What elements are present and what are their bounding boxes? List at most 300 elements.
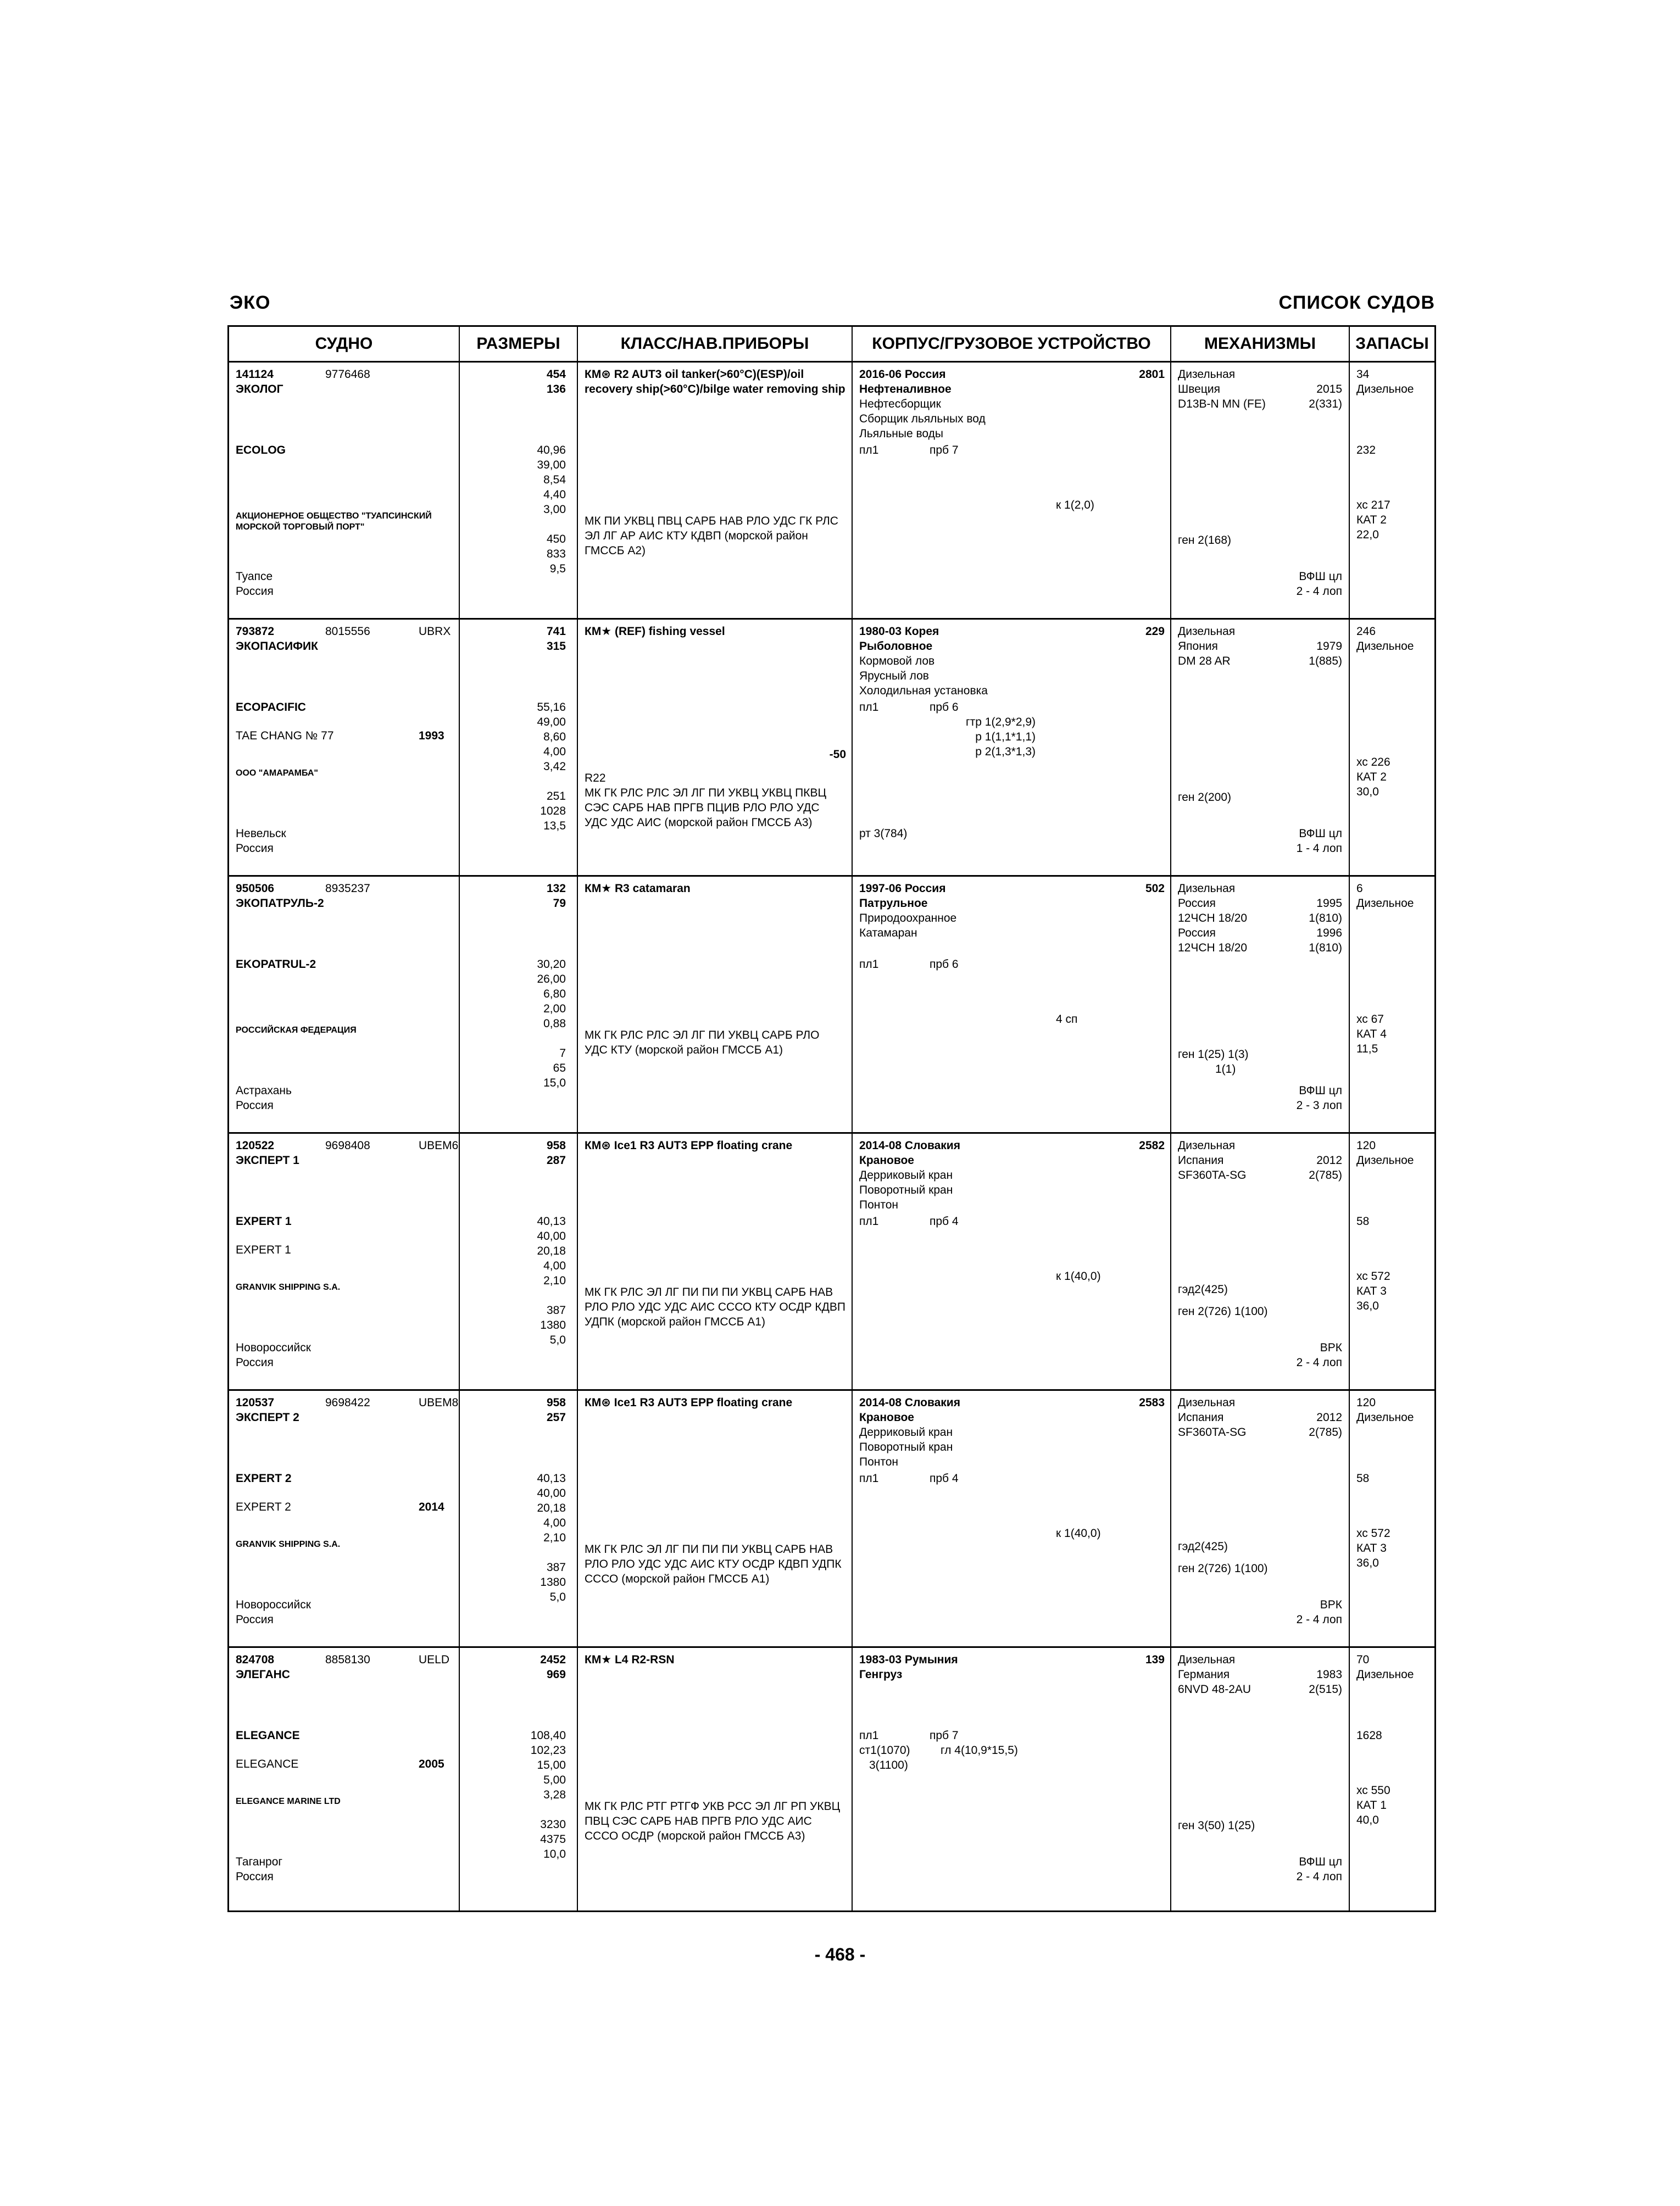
class-cell: [578, 363, 853, 618]
ship-cell: [229, 620, 460, 875]
stores-value: 58: [1356, 1472, 1370, 1485]
engine-line: 12ЧСН 18/20: [1178, 942, 1248, 954]
column-header-class: КЛАСС/НАВ.ПРИБОРЫ: [578, 327, 853, 361]
hull-type-line: Поворотный кран: [859, 1184, 953, 1196]
build-date-country: 2014-08 Словакия: [859, 1139, 960, 1152]
ship-name-latin: ECOLOG: [236, 444, 286, 456]
home-port: Астрахань: [236, 1084, 292, 1097]
bulkhead-count: прб 7: [930, 1729, 959, 1742]
generators: ген 2(168): [1178, 534, 1232, 547]
hull-type-line: Кормовой лов: [859, 655, 935, 667]
gross-tonnage: 229: [1145, 625, 1165, 638]
crane-gear: 4 сп: [1056, 1013, 1078, 1026]
dimension-value: 4,00: [543, 1260, 566, 1272]
dimension-value: 8,54: [543, 473, 566, 486]
registry-number: 120537: [236, 1396, 275, 1409]
dimension-value: 136: [546, 383, 566, 395]
dimension-value: 40,00: [537, 1487, 566, 1500]
engine-year: 1996: [1316, 927, 1342, 939]
hatch-line: гл 4(10,9*15,5): [941, 1744, 1018, 1757]
flag-country: Россия: [236, 1613, 274, 1626]
stores-cell: [1350, 1648, 1434, 1910]
owner-name: АКЦИОНЕРНОЕ ОБЩЕСТВО "ТУАПСИНСКИЙ МОРСКОЙ ТОРГОВЫЙ ПОРТ": [236, 511, 432, 532]
machinery-cell: [1171, 363, 1350, 618]
hold-capacity: рт 3(784): [859, 827, 908, 840]
dimension-value: 257: [546, 1411, 566, 1424]
table-row: [229, 620, 1434, 877]
dimension-value: 5,0: [549, 1591, 566, 1603]
registry-number: 824708: [236, 1653, 275, 1666]
dimension-value: 10,0: [543, 1848, 566, 1860]
flag-country: Россия: [236, 1099, 274, 1112]
imo-number: 8858130: [325, 1653, 370, 1666]
dimension-value: 132: [546, 882, 566, 895]
owner-name: GRANVIK SHIPPING S.A.: [236, 1540, 341, 1549]
engine-power: 2(785): [1309, 1169, 1342, 1182]
column-header-ship: СУДНО: [229, 327, 460, 361]
engine-line: Дизельная: [1178, 1396, 1236, 1409]
imo-number: 8015556: [325, 625, 370, 638]
engine-line: Дизельная: [1178, 625, 1236, 638]
propeller-type: ВФШ цл: [1299, 1084, 1342, 1097]
ship-cell: [229, 1648, 460, 1910]
owner-name: ELEGANCE MARINE LTD: [236, 1797, 341, 1806]
stores-value: 40,0: [1356, 1814, 1379, 1826]
dimension-value: 4,40: [543, 488, 566, 501]
engine-power: 2(785): [1309, 1426, 1342, 1439]
crane-gear: к 1(40,0): [1056, 1270, 1101, 1283]
flag-country: Россия: [236, 1356, 274, 1369]
stores-cell: [1350, 1391, 1434, 1646]
hull-type-line: Природоохранное: [859, 912, 957, 924]
dimension-value: 387: [546, 1304, 566, 1317]
class-notation: КМ⊛ Ice1 R3 AUT3 EPP floating crane: [585, 1396, 793, 1409]
hull-cell: [853, 1134, 1171, 1389]
ship-name-latin: ELEGANCE: [236, 1729, 300, 1742]
stores-value: 34: [1356, 368, 1370, 381]
stores-value: хс 226: [1356, 756, 1390, 768]
column-header-dimensions: РАЗМЕРЫ: [460, 327, 578, 361]
stores-value: хс 550: [1356, 1784, 1390, 1797]
former-name-year: 2005: [419, 1758, 444, 1770]
hull-type-line: Сборщик льяльных вод: [859, 413, 986, 425]
dimension-value: 102,23: [530, 1744, 566, 1757]
dimension-value: 969: [546, 1668, 566, 1681]
engine-year: 1983: [1316, 1668, 1342, 1681]
stores-value: хс 572: [1356, 1270, 1390, 1283]
call-sign: UELD: [419, 1653, 450, 1666]
crane-gear: к 1(2,0): [1056, 499, 1094, 511]
imo-number: 8935237: [325, 882, 370, 895]
stores-value: 30,0: [1356, 786, 1379, 798]
machinery-cell: [1171, 620, 1350, 875]
bulkhead-count: прб 6: [930, 701, 959, 714]
stores-value: КАТ 4: [1356, 1028, 1387, 1040]
hull-cell: [853, 877, 1171, 1132]
engine-line: Германия: [1178, 1668, 1230, 1681]
class-cell: [578, 620, 853, 875]
call-sign: UBRX: [419, 625, 451, 638]
table-row: [229, 1134, 1434, 1391]
engine-line: SF360TA-SG: [1178, 1169, 1247, 1182]
stores-cell: [1350, 1134, 1434, 1389]
page-number: - 468 -: [814, 1945, 866, 1964]
dimension-value: 0,88: [543, 1017, 566, 1030]
bulkhead-count: прб 6: [930, 958, 959, 971]
propeller-type: ВРК: [1320, 1341, 1342, 1354]
ship-name-latin: EXPERT 1: [236, 1215, 292, 1228]
stores-value: КАТ 1: [1356, 1799, 1387, 1812]
former-name-year: 2014: [419, 1501, 444, 1513]
dimension-value: 39,00: [537, 459, 566, 471]
stores-value: 36,0: [1356, 1300, 1379, 1312]
former-name: EXPERT 1: [236, 1244, 291, 1256]
stores-value: Дизельное: [1356, 897, 1414, 910]
stores-value: Дизельное: [1356, 383, 1414, 395]
dimension-value: 2,10: [543, 1531, 566, 1544]
dimension-value: 15,00: [537, 1759, 566, 1772]
hull-type-line: Нефтесборщик: [859, 398, 941, 410]
generators: ген 2(726) 1(100): [1178, 1305, 1268, 1318]
dimension-value: 40,13: [537, 1215, 566, 1228]
stores-value: Дизельное: [1356, 1411, 1414, 1424]
dimension-value: 30,20: [537, 958, 566, 971]
dimension-value: 450: [546, 533, 566, 545]
stores-value: 1628: [1356, 1729, 1382, 1742]
dimension-value: 4375: [540, 1833, 566, 1846]
former-name: TAE CHANG № 77: [236, 729, 334, 742]
stores-value: 6: [1356, 882, 1363, 895]
stores-value: 58: [1356, 1215, 1370, 1228]
electric-motor: гэд2(425): [1178, 1283, 1228, 1296]
dimension-value: 2,00: [543, 1002, 566, 1015]
dimension-value: 387: [546, 1561, 566, 1574]
hold-line: ст1(1070): [859, 1744, 910, 1757]
navigation-equipment: R22 МК ГК РЛС РЛС ЭЛ ЛГ ПИ УКВЦ УКВЦ ПКВЦ СЭС САРБ НАВ ПРГВ ПЦИВ РЛО РЛО УДС УДС УДС АИС (морской район ГМССБ А3): [585, 772, 827, 829]
dimension-value: 741: [546, 625, 566, 638]
ship-cell: [229, 1391, 460, 1646]
page-header-left: ЭКО: [230, 292, 271, 313]
table-body: [229, 363, 1434, 1910]
page-header-right: СПИСОК СУДОВ: [1278, 292, 1435, 313]
home-port: Новороссийск: [236, 1598, 311, 1611]
dimension-value: 251: [546, 790, 566, 803]
deck-count: пл1: [859, 444, 879, 456]
dimension-value: 5,00: [543, 1774, 566, 1786]
stores-value: КАТ 2: [1356, 514, 1387, 526]
stores-value: 22,0: [1356, 528, 1379, 541]
hull-type-line: Понтон: [859, 1199, 899, 1211]
engine-line: Дизельная: [1178, 1653, 1236, 1666]
hull-type-line: Крановое: [859, 1154, 914, 1167]
hull-type-line: Холодильная установка: [859, 684, 988, 697]
dimension-value: 108,40: [530, 1729, 566, 1742]
class-cell: [578, 1134, 853, 1389]
machinery-cell: [1171, 877, 1350, 1132]
dimensions-cell: [460, 877, 578, 1132]
deck-count: пл1: [859, 701, 879, 714]
hold-dimension: р 1(1,1*1,1): [975, 731, 1036, 743]
hull-type-line: Ярусный лов: [859, 670, 929, 682]
engine-line: Россия: [1178, 897, 1216, 910]
machinery-cell: [1171, 1134, 1350, 1389]
gross-tonnage: 502: [1145, 882, 1165, 895]
dimension-value: 40,13: [537, 1472, 566, 1485]
propeller-blades: 1 - 4 лоп: [1296, 842, 1342, 855]
hull-type-line: Дерриковый кран: [859, 1169, 953, 1182]
dimension-value: 6,80: [543, 988, 566, 1000]
stores-value: КАТ 3: [1356, 1285, 1387, 1297]
gross-tonnage: 2582: [1139, 1139, 1165, 1152]
deck-count: пл1: [859, 1215, 879, 1228]
engine-power: 1(810): [1309, 942, 1342, 954]
engine-year: 1995: [1316, 897, 1342, 910]
build-date-country: 2014-08 Словакия: [859, 1396, 960, 1409]
flag-country: Россия: [236, 1870, 274, 1883]
navigation-equipment: МК ПИ УКВЦ ПВЦ САРБ НАВ РЛО УДС ГК РЛС ЭЛ ЛГ АР АИС КТУ КДВП (морской район ГМССБ А2): [585, 515, 842, 557]
class-notation: КМ★ (REF) fishing vessel: [585, 625, 725, 638]
stores-value: 232: [1356, 444, 1376, 456]
hull-cell: [853, 363, 1171, 618]
class-cell: [578, 877, 853, 1132]
former-name-year: 1993: [419, 729, 444, 742]
stores-value: 120: [1356, 1396, 1376, 1409]
stores-value: Дизельное: [1356, 1154, 1414, 1167]
registry-number: 950506: [236, 882, 275, 895]
hold-dimension: гтр 1(2,9*2,9): [965, 716, 1036, 728]
stores-value: КАТ 2: [1356, 771, 1387, 783]
dimension-value: 1380: [540, 1319, 566, 1332]
engine-line: Дизельная: [1178, 882, 1236, 895]
dimension-value: 15,0: [543, 1077, 566, 1089]
build-date-country: 1983-03 Румыния: [859, 1653, 958, 1666]
navigation-equipment: МК ГК РЛС РТГ РТГФ УКВ РСС ЭЛ ЛГ РП УКВЦ ПВЦ СЭС САРБ НАВ ПРГВ РЛО УДС АИС СССО ОСДР (морской район ГМССБ А3): [585, 1800, 844, 1842]
generators: ген 3(50) 1(25): [1178, 1819, 1255, 1832]
dimension-value: 3,00: [543, 503, 566, 516]
column-header-hull: КОРПУС/ГРУЗОВОЕ УСТРОЙСТВО: [853, 327, 1171, 361]
deck-count: пл1: [859, 958, 879, 971]
refrigeration-temperature: -50: [829, 748, 846, 761]
dimension-value: 958: [546, 1396, 566, 1409]
hull-cell: [853, 1648, 1171, 1910]
column-header-machinery: МЕХАНИЗМЫ: [1171, 327, 1350, 361]
flag-country: Россия: [236, 842, 274, 855]
propeller-type: ВРК: [1320, 1598, 1342, 1611]
hull-type-line: Нефтеналивное: [859, 383, 952, 395]
dimension-value: 1028: [540, 805, 566, 817]
build-date-country: 2016-06 Россия: [859, 368, 946, 381]
deck-count: пл1: [859, 1729, 879, 1742]
dimension-value: 65: [553, 1062, 566, 1074]
stores-value: 246: [1356, 625, 1376, 638]
class-notation: КМ⊛ R2 AUT3 oil tanker(>60°C)(ESP)/oil recovery ship(>60°C)/bilge water removing ship: [585, 368, 845, 395]
engine-year: 2015: [1316, 383, 1342, 395]
propeller-type: ВФШ цл: [1299, 1856, 1342, 1868]
table-row: [229, 1391, 1434, 1648]
hull-type-line: Патрульное: [859, 897, 928, 910]
dimension-value: 8,60: [543, 731, 566, 743]
home-port: Туапсе: [236, 570, 273, 583]
home-port: Невельск: [236, 827, 286, 840]
engine-line: D13B-N MN (FE): [1178, 398, 1266, 410]
dimension-value: 20,18: [537, 1245, 566, 1257]
engine-power: 2(331): [1309, 398, 1342, 410]
dimension-value: 7: [559, 1047, 566, 1060]
imo-number: 9698422: [325, 1396, 370, 1409]
dimension-value: 49,00: [537, 716, 566, 728]
generators-extra: 1(1): [1215, 1063, 1236, 1076]
ship-name: ЭКОПАТРУЛЬ-2: [236, 897, 324, 910]
class-notation: КМ★ R3 catamaran: [585, 882, 691, 895]
engine-line: 12ЧСН 18/20: [1178, 912, 1248, 924]
dimension-value: 3230: [540, 1818, 566, 1831]
propeller-blades: 2 - 4 лоп: [1296, 1870, 1342, 1883]
dimension-value: 4,00: [543, 745, 566, 758]
call-sign: UBEM6: [419, 1139, 459, 1152]
bulkhead-count: прб 4: [930, 1215, 959, 1228]
gross-tonnage: 2583: [1139, 1396, 1165, 1409]
bulkhead-count: прб 4: [930, 1472, 959, 1485]
dimension-value: 9,5: [549, 562, 566, 575]
hull-cell: [853, 1391, 1171, 1646]
imo-number: 9698408: [325, 1139, 370, 1152]
dimension-value: 13,5: [543, 820, 566, 832]
engine-line: Дизельная: [1178, 368, 1236, 381]
propeller-type: ВФШ цл: [1299, 570, 1342, 583]
navigation-equipment: МК ГК РЛС ЭЛ ЛГ ПИ ПИ ПИ УКВЦ САРБ НАВ РЛО РЛО УДС УДС АИС КТУ ОСДР КДВП УДПК СССО (морской район ГМССБ А1): [585, 1543, 845, 1585]
ship-cell: [229, 877, 460, 1132]
dimension-value: 1380: [540, 1576, 566, 1589]
ship-name: ЭКОЛОГ: [236, 383, 283, 395]
propeller-type: ВФШ цл: [1299, 827, 1342, 840]
former-name: ELEGANCE: [236, 1758, 299, 1770]
stores-value: 36,0: [1356, 1557, 1379, 1569]
hull-type-line: Льяльные воды: [859, 427, 943, 440]
stores-cell: [1350, 363, 1434, 618]
engine-line: Испания: [1178, 1411, 1224, 1424]
home-port: Таганрог: [236, 1856, 283, 1868]
stores-value: хс 572: [1356, 1527, 1390, 1540]
dimensions-cell: [460, 620, 578, 875]
navigation-equipment: МК ГК РЛС ЭЛ ЛГ ПИ ПИ ПИ УКВЦ САРБ НАВ РЛО РЛО УДС УДС АИС СССО КТУ ОСДР КДВП УДПК (морской район ГМССБ А1): [585, 1286, 849, 1328]
ship-cell: [229, 363, 460, 618]
class-cell: [578, 1648, 853, 1910]
stores-value: 11,5: [1356, 1043, 1378, 1055]
table-row: [229, 1648, 1434, 1910]
electric-motor: гэд2(425): [1178, 1540, 1228, 1553]
registry-number: 141124: [236, 368, 274, 381]
owner-name: ООО "АМАРАМБА": [236, 768, 318, 778]
ship-name: ЭЛЕГАНС: [236, 1668, 290, 1681]
class-cell: [578, 1391, 853, 1646]
dimension-value: 5,0: [549, 1334, 566, 1346]
ship-name-latin: ECOPACIFIC: [236, 701, 306, 714]
dimension-value: 79: [553, 897, 566, 910]
engine-line: Россия: [1178, 927, 1216, 939]
stores-value: хс 217: [1356, 499, 1390, 511]
registry-number: 793872: [236, 625, 275, 638]
engine-power: 1(810): [1309, 912, 1342, 924]
engine-power: 1(885): [1309, 655, 1342, 667]
flag-country: Россия: [236, 585, 274, 598]
former-name: EXPERT 2: [236, 1501, 291, 1513]
propeller-blades: 2 - 4 лоп: [1296, 1356, 1342, 1369]
hull-type-line: Катамаран: [859, 927, 917, 939]
navigation-equipment: МК ГК РЛС РЛС ЭЛ ЛГ ПИ УКВЦ САРБ РЛО УДС КТУ (морской район ГМССБ А1): [585, 1029, 823, 1056]
stores-cell: [1350, 877, 1434, 1132]
generators: ген 2(726) 1(100): [1178, 1562, 1268, 1575]
dimension-value: 454: [546, 368, 566, 381]
engine-line: Швеция: [1178, 383, 1220, 395]
gross-tonnage: 139: [1145, 1653, 1165, 1666]
hull-type-line: Рыболовное: [859, 640, 933, 653]
hull-cell: [853, 620, 1171, 875]
column-header-stores: ЗАПАСЫ: [1355, 335, 1429, 353]
dimensions-cell: [460, 363, 578, 618]
dimensions-cell: [460, 1391, 578, 1646]
gross-tonnage: 2801: [1139, 368, 1165, 381]
ship-name: ЭКСПЕРТ 2: [236, 1411, 299, 1424]
stores-value: КАТ 3: [1356, 1542, 1387, 1555]
dimension-value: 55,16: [537, 701, 566, 714]
propeller-blades: 2 - 4 лоп: [1296, 1613, 1342, 1626]
dimension-value: 833: [546, 548, 566, 560]
class-notation: КМ⊛ Ice1 R3 AUT3 EPP floating crane: [585, 1139, 793, 1152]
ship-name: ЭКСПЕРТ 1: [236, 1154, 299, 1167]
dimensions-cell: [460, 1648, 578, 1910]
dimension-value: 40,96: [537, 444, 566, 456]
dimensions-cell: [460, 1134, 578, 1389]
engine-year: 1979: [1316, 640, 1342, 653]
dimension-value: 26,00: [537, 973, 566, 985]
engine-line: SF360TA-SG: [1178, 1426, 1247, 1439]
dimension-value: 287: [546, 1154, 566, 1167]
crane-gear: к 1(40,0): [1056, 1527, 1101, 1540]
bulkhead-count: прб 7: [930, 444, 959, 456]
hull-type-line: Генгруз: [859, 1668, 903, 1681]
hold-dimension: р 2(1,3*1,3): [975, 745, 1036, 758]
engine-year: 2012: [1316, 1154, 1342, 1167]
dimension-value: 2452: [540, 1653, 566, 1666]
stores-value: Дизельное: [1356, 1668, 1414, 1681]
machinery-cell: [1171, 1391, 1350, 1646]
table-row: [229, 363, 1434, 620]
stores-cell: [1350, 620, 1434, 875]
generators: ген 1(25) 1(3): [1178, 1048, 1249, 1061]
imo-number: 9776468: [325, 368, 370, 381]
ship-list-table: [227, 325, 1436, 1912]
build-date-country: 1980-03 Корея: [859, 625, 939, 638]
hold-capacity: 3(1100): [869, 1759, 908, 1772]
dimension-value: 40,00: [537, 1230, 566, 1243]
dimension-value: 20,18: [537, 1502, 566, 1514]
owner-name: РОССИЙСКАЯ ФЕДЕРАЦИЯ: [236, 1026, 357, 1035]
registry-number: 120522: [236, 1139, 275, 1152]
ship-cell: [229, 1134, 460, 1389]
engine-line: DM 28 AR: [1178, 655, 1231, 667]
propeller-blades: 2 - 3 лоп: [1296, 1099, 1342, 1112]
dimension-value: 958: [546, 1139, 566, 1152]
deck-count: пл1: [859, 1472, 879, 1485]
call-sign: UBEM8: [419, 1396, 459, 1409]
ship-name-latin: EKOPATRUL-2: [236, 958, 316, 971]
table-header: [229, 327, 1434, 363]
dimension-value: 4,00: [543, 1517, 566, 1529]
engine-year: 2012: [1316, 1411, 1342, 1424]
engine-line: Испания: [1178, 1154, 1224, 1167]
hull-type-line: Дерриковый кран: [859, 1426, 953, 1439]
class-notation: КМ★ L4 R2-RSN: [585, 1653, 675, 1666]
